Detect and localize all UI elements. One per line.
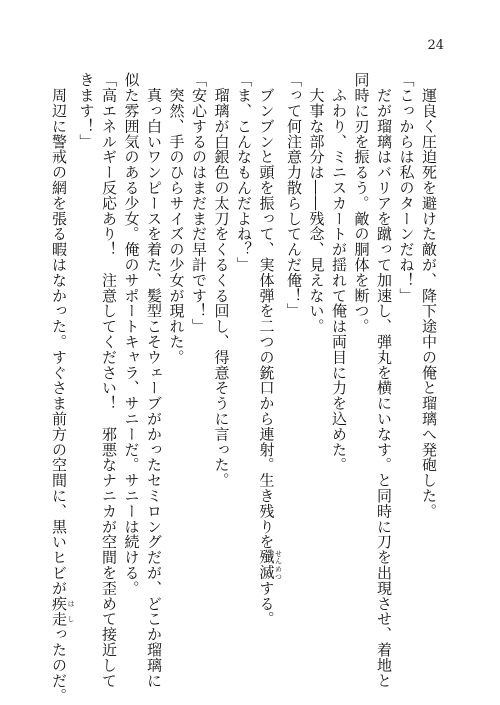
ruby-base: 疾走 [50, 595, 68, 627]
text-line-16: きます！」 [77, 72, 96, 149]
ruby-base: 殲滅 [257, 549, 276, 581]
text-line-14: 似た雰囲気のある少女。俺のサポートキャラ、サニーだ。サニーは続ける。 [122, 72, 141, 596]
ruby-word [50, 595, 75, 627]
text-line-11: 「安心するのはまだまだ早計です！」 [190, 72, 208, 334]
text-line-8 [255, 72, 283, 652]
text-line-12: 突然、手のひらサイズの少女が現れた。 [167, 72, 186, 365]
text-line-9: 「ま、こんなもんだよね？」 [235, 72, 253, 273]
text-line-1: 運良く圧迫死を避けた敵が、降下途中の俺と瑠璃へ発砲した。 [420, 72, 438, 519]
ruby-word [257, 549, 283, 581]
vertical-text-body [50, 72, 440, 704]
text-line-3: だが瑠璃はバリアを蹴って加速し、弾丸を横にいなす。と同時に刀を出現させ、着地と [375, 72, 393, 688]
text-line-17 [48, 72, 76, 704]
page-number: 24 [427, 38, 444, 53]
text-line-8-tail: する。 [257, 580, 276, 627]
text-line-17-main: 周辺に警戒の網を張る暇はなかった。すぐさま前方の空間に、黒いヒビが [50, 72, 68, 596]
ruby-reading: はし [67, 595, 75, 627]
text-line-2: 「こっからは私のターンだね！」 [397, 72, 416, 303]
text-line-4: 同時に刃を振るう。敵の胴体を断つ。 [352, 72, 371, 334]
text-line-6: 大事な部分は――残念、見えない。 [307, 72, 326, 334]
text-line-5: ふわり、ミニスカートが揺れて俺は両目に力を込めた。 [330, 72, 348, 473]
text-line-8-main: ブンブンと頭を振って、実体弾を二つの銃口から連射。生き残りを [257, 72, 276, 550]
text-line-17-tail: ったのだ。 [50, 626, 68, 704]
text-line-10: 瑠璃が白銀色の太刀をくるくる回し、得意そうに言った。 [212, 72, 231, 488]
text-line-15: 「高エネルギー反応あり！ 注意してください！ 邪悪なナニカが空間を歪めて接近して [100, 72, 118, 688]
ruby-reading: せんめつ [274, 549, 283, 581]
text-line-13: 真っ白いワンピースを着た、髪型こそウェーブがかったセミロングだが、どこか瑠璃に [145, 72, 163, 688]
text-line-7: 「って何注意力散らしてんだ俺！」 [285, 72, 303, 319]
